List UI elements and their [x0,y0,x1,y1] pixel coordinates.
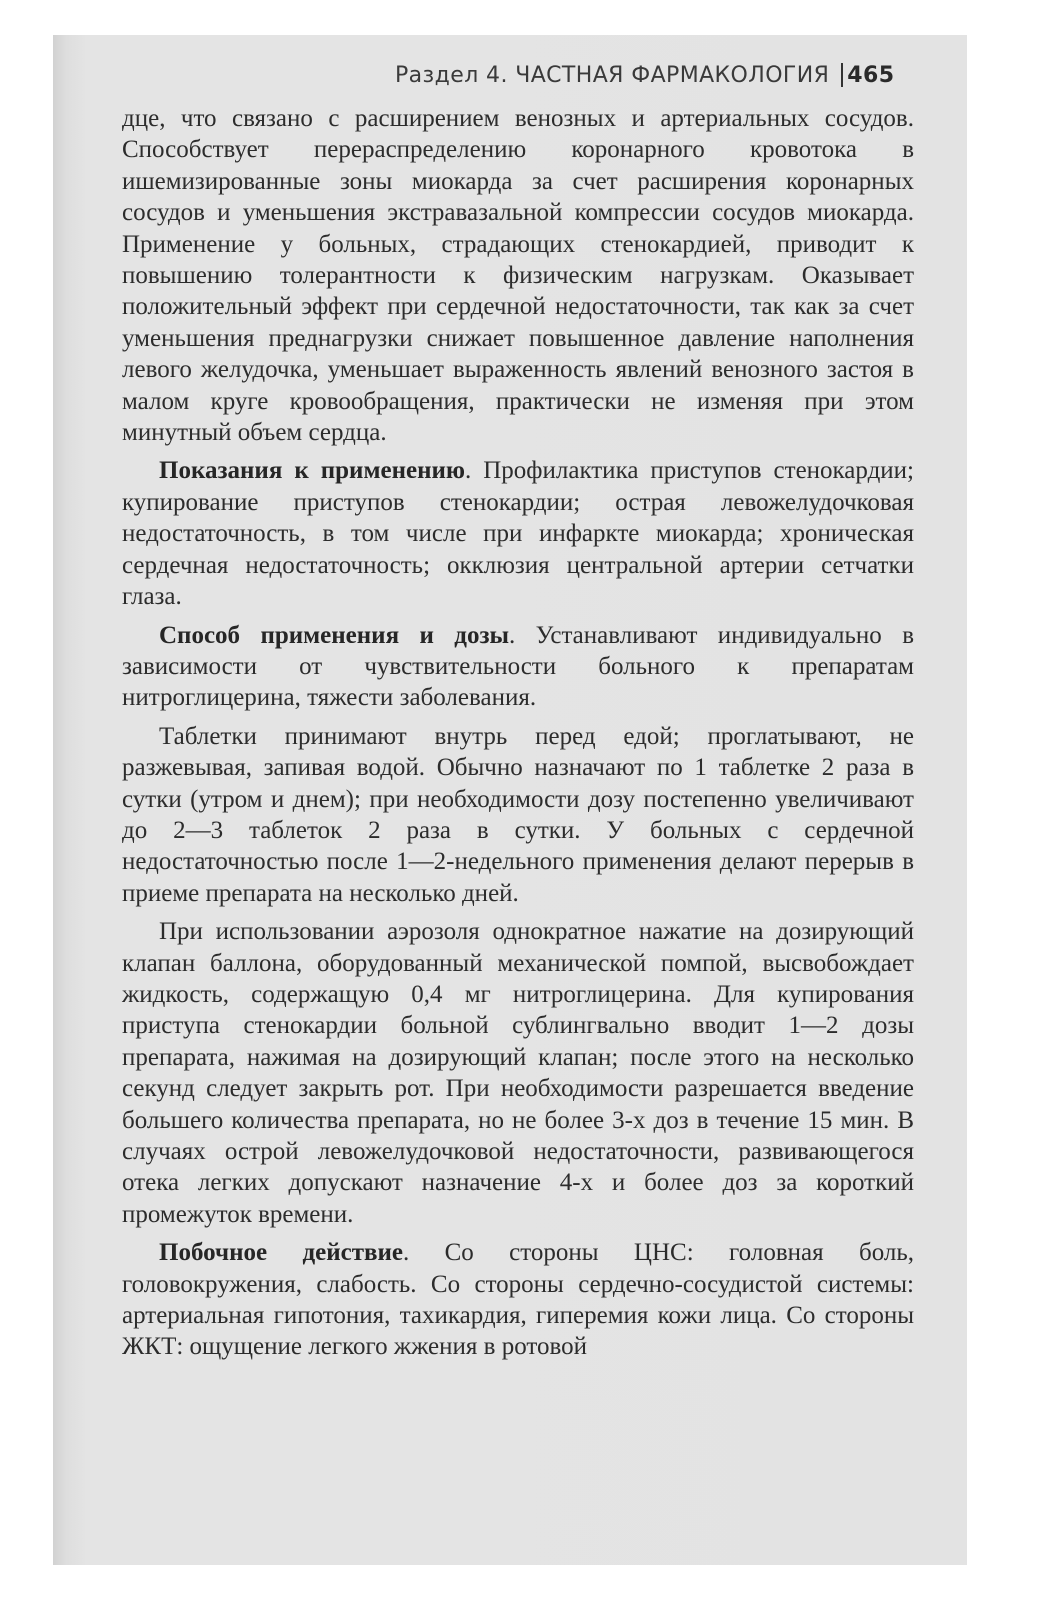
paragraph-text: . Устанавливают индивидуально в зависимости от чувствительности больного к препаратам нитроглицерина, тяжести заболевания. [122,621,915,712]
running-header [395,58,921,92]
body-text [122,103,914,1363]
paragraph-continuation [122,103,914,448]
paragraph-indications [122,455,914,612]
paragraph-text: При использовании аэрозоля однократное нажатие на дозирующий клапан баллона, оборудованный механической помпой, высвобождает жидкость, содержащую 0,4 мг нитроглицерина. Для купирования приступа стенокардии больной сублингвально вводит 1—2 дозы препарата, нажимая на дозирующий клапан; после этого на несколько секунд следует закрыть рот. При необходимости разрешается введение большего количества препарата, но не более 3-х доз в течение 15 мин. В случаях острой левожелудочковой недостаточности, развивающегося отека легких допускают назначение 4-х и более доз за короткий промежуток времени. [122,918,914,1228]
running-title: Раздел 4. ЧАСТНАЯ ФАРМАКОЛОГИЯ [395,62,830,88]
paragraph-text: Таблетки принимают внутрь перед едой; проглатывают, не разжевывая, запивая водой. Обычно назначают по 1 таблетке 2 раза в сутки (утром и днем); при необходимости дозу постепенно увеличивают до 2—3 таблеток 2 раза в сутки. У больных с сердечной недостаточностью после 1—2-недельного применения делают перерыв в приеме препарата на несколько дней. [122,722,914,907]
section-heading-indications: Показания к применению [159,457,465,485]
section-heading-side-effects: Побочное действие [159,1239,403,1267]
paragraph-aerosol [122,916,914,1230]
paragraph-text: дце, что связано с расширением венозных и артериальных сосудов. Способствует перераспределению коронарного кровотока в ишемизированные зоны миокарда за счет расширения коронарных сосудов и уменьшения экстравазальной компрессии сосудов миокарда. Применение у больных, страдающих стенокардией, приводит к повышению толерантности к физическим нагрузкам. Оказывает положительный эффект при сердечной недостаточности, так как за счет уменьшения преднагрузки снижает повышенное давление наполнения левого желудочка, уменьшает выраженность явлений венозного застоя в малом круге кровообращения, практически не изменяя при этом минутный объем сердца. [122,105,914,447]
paragraph-dosage [122,620,914,714]
paragraph-text: . Профилактика приступов стенокардии; купирование приступов стенокардии; острая левожелудочковая недостаточность, в том числе при инфаркте миокарда; хроническая сердечная недостаточность; окклюзия центральной артерии сетчатки глаза. [122,457,914,611]
page-number: 465 [847,62,895,88]
paragraph-side-effects [122,1237,914,1363]
paragraph-text: . Со стороны ЦНС: головная боль, головокружения, слабость. Со стороны сердечно-сосудистой системы: артериальная гипотония, тахикардия, гиперемия кожи лица. Со стороны ЖКТ: ощущение легкого жжения в ротовой [122,1239,914,1361]
header-divider [841,63,843,87]
paragraph-tablets [122,721,914,909]
section-heading-dosage: Способ применения и дозы [159,621,510,649]
